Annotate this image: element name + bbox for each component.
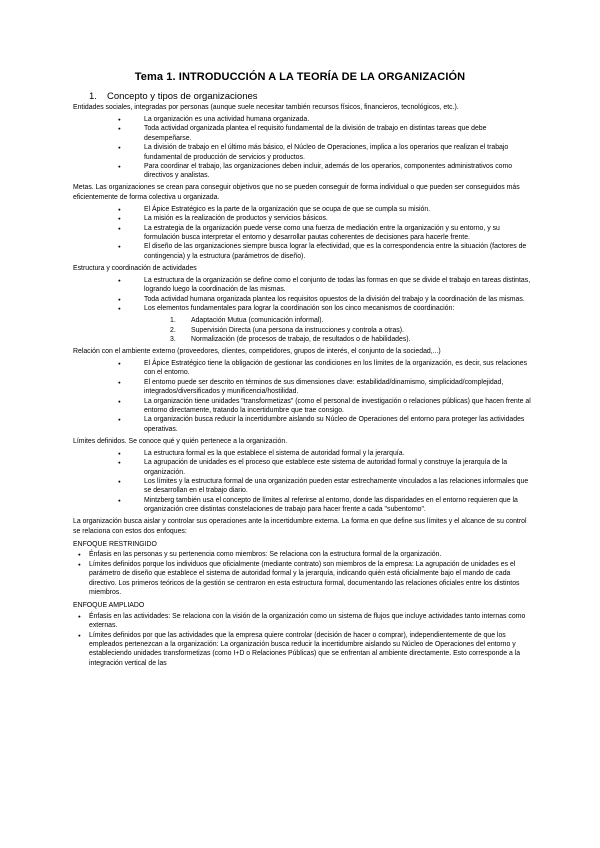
section-number: 1. [89,91,97,102]
paragraph: Relación con el ambiente externo (proveedores, clientes, competidores, grupos de interés, el conjunto de la sociedad,...) [73,347,441,355]
list-item [170,316,531,325]
section-heading [89,91,258,102]
list-item: ● La organización es una actividad humana organizada. [144,115,531,124]
bullet-list [73,205,531,261]
list-item: ● Toda actividad humana organizada plantea los requisitos opuestos de la división del trabajo y la coordinación de las mismas. [144,295,531,304]
document-body [73,103,531,671]
bullet-list [73,449,531,515]
page-title: Tema 1. INTRODUCCIÓN A LA TEORÍA DE LA ORGANIZACIÓN [134,71,466,83]
item-text: Normalización (de procesos de trabajo, de resultados o de habilidades). [191,335,411,343]
bullet-list [73,550,531,597]
list-item: ● La misión es la realización de productos y servicios básicos. [144,214,531,223]
list-item: ● Toda actividad organizada plantea el requisito fundamental de la división de trabajo en distintas tareas que debe desempeñarse. [144,124,531,143]
subsection-heading: ENFOQUE RESTRINGIDO [73,541,157,548]
list-item: ● La división de trabajo en el último más básico, el Núcleo de Operaciones, implica a los operarios que realizan el trabajo fundamental de producción de servicios y productos. [144,143,531,162]
section-label: Concepto y tipos de organizaciones [107,91,258,102]
list-item: ● El Ápice Estratégico es la parte de la organización que se ocupa de que se cumpla su misión. [144,205,531,214]
list-item: ● El Ápice Estratégico tiene la obligación de gestionar las condiciones en los límites de la organización, es decir, sus relaciones con el entorno. [144,359,531,378]
item-number: 1. [170,317,176,325]
list-item: ● La agrupación de unidades es el proceso que establece este sistema de autoridad formal y construye la jerarquía de la organización. [144,458,531,477]
paragraph: Entidades sociales, integradas por personas (aunque suele necesitar también recursos físicos, financieros, tecnológicos, etc.). [73,104,459,111]
paragraph: La organización busca aislar y controlar sus operaciones ante la incertidumbre externa. La forma en que define sus límites y el alcance de su control se relaciona con estos dos enfoques: [73,518,527,535]
list-item: ● Límites definidos por que las actividades que la empresa quiere controlar (decisión de hacer o comprar), independientemente de que los empleados pertenezcan a la organización: La organización busca reducir la incertidumbre aislando su Núcleo de Operaciones del entorno y estableciendo unidades transformetizas (como I+D o Relaciones Públicas) que se enfrentan al ambiente directamente. Esto corresponde a la integración vertical de las [89,631,531,669]
list-item: ● La organización tiene unidades "transformetizas" (como el personal de investigación o relaciones públicas) que hacen frente al entorno directamente, tratando la incertidumbre que trae consigo. [144,397,531,416]
list-item [170,326,531,335]
item-number: 2. [170,326,176,334]
item-text: Supervisión Directa (una persona da instrucciones y controla a otras). [191,326,404,334]
list-item [170,335,531,344]
paragraph: Estructura y coordinación de actividades [73,264,197,272]
list-item: ● La estructura de la organización se define como el conjunto de todas las formas en que se divide el trabajo en tareas distintas, logrando luego la coordinación de las mismas. [144,276,531,295]
paragraph: Metas. Las organizaciones se crean para conseguir objetivos que no se pueden conseguir de forma individual o que pueden ser conseguidos más eficientemente de forma colectiva u organizada. [73,184,520,201]
list-item: ● La estructura formal es la que establece el sistema de autoridad formal y la jerarquía. [144,449,531,458]
list-item: ● La estrategia de la organización puede verse como una fuerza de mediación entre la organización y su entorno, y su formulación busca interpretar el entorno y desarrollar pautas coherentes de decisiones para hacerle frente. [144,224,531,243]
bullet-list [73,612,531,668]
list-item: ● El diseño de las organizaciones siempre busca lograr la efectividad, que es la correspondencia entre la situación (factores de contingencia) y la estructura (parámetros de diseño). [144,242,531,261]
list-item: ● Énfasis en las personas y su pertenencia como miembros: Se relaciona con la estructura formal de la organización. [89,550,531,559]
bullet-list [73,359,531,434]
subsection-heading: ENFOQUE AMPLIADO [73,602,145,610]
numbered-list [73,316,531,344]
item-text: Adaptación Mutua (comunicación informal). [191,317,324,325]
item-number: 3. [170,335,176,343]
list-item: ● El entorno puede ser descrito en términos de sus dimensiones clave: estabilidad/dinamismo, simplicidad/complejidad, integrados/diversificados y munificencia/hostilidad. [144,378,531,397]
list-item: ● Mintzberg también usa el concepto de límites al referirse al entorno, donde las disparidades en el entorno requieren que la organización cree distintas constelaciones de trabajo para hacer frente a cada "subentorno". [144,496,531,515]
list-item: ● Énfasis en las actividades: Se relaciona con la visión de la organización como un sistema de flujos que incluye actividades tanto internas como externas. [89,612,531,631]
list-item: ● Los elementos fundamentales para lograr la coordinación son los cinco mecanismos de coordinación: [144,304,531,313]
list-item: ● La organización busca reducir la incertidumbre aislando su Núcleo de Operaciones del entorno para proteger las actividades operativas. [144,415,531,434]
list-item: ● Los límites y la estructura formal de una organización pueden estar estrechamente vinculados a las relaciones informales que se desarrollan en el trabajo diario. [144,477,531,496]
list-item: ● Para coordinar el trabajo, las organizaciones deben incluir, además de los operarios, componentes administrativos como directivos y analistas. [144,162,531,181]
paragraph: Límites definidos. Se conoce qué y quién pertenece a la organización. [73,437,288,445]
bullet-list [73,276,531,314]
list-item: ● Límites definidos porque los individuos que oficialmente (mediante contrato) son miembros de la empresa: La agrupación de unidades es el parámetro de diseño que establece el sistema de autoridad formal y la jerarquía, indicando quién está oficialmente bajo el mando de cada directivo. Los primeros teóricos de la gestión se centraron en esta estructura formal, documentando las relaciones oficiales entre los distintos miembros. [89,560,531,598]
bullet-list [73,115,531,181]
